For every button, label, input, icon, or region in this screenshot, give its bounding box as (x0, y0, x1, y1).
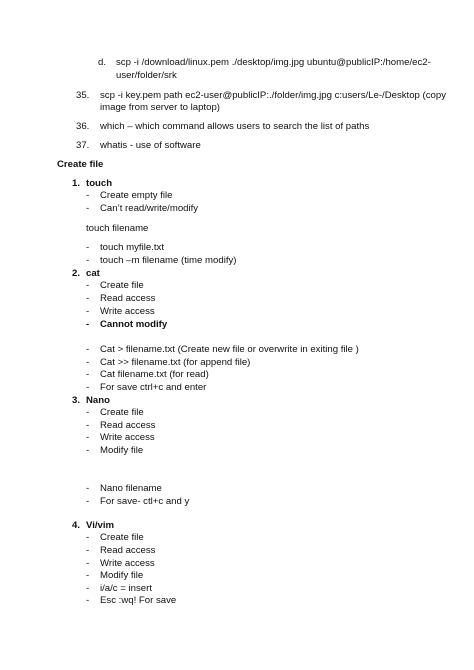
bullet-dash: - (86, 382, 90, 393)
bullet-text: Read access (100, 420, 156, 431)
command-title: Vi/vim (86, 520, 115, 531)
bullet-dash: - (86, 407, 90, 418)
command-title: touch (86, 178, 113, 189)
bullet-dash: - (86, 558, 90, 569)
list-marker: d. (98, 57, 107, 68)
bullet-dash: - (86, 583, 90, 594)
bullet-text: Modify file (100, 570, 144, 581)
bullet-text: Read access (100, 293, 156, 304)
list-number: 2. (72, 268, 81, 279)
bullet-dash: - (86, 344, 90, 355)
bullet-text: Esc :wq! For save (100, 595, 177, 606)
bullet-text: Cat > filename.txt (Create new file or overwrite in exiting file ) (100, 344, 359, 355)
bullet-dash: - (86, 483, 90, 494)
bullet-text: Write access (100, 306, 155, 317)
bullet-dash: - (86, 280, 90, 291)
bullet-dash: - (86, 357, 90, 368)
bullet-text: Cannot modify (100, 319, 168, 330)
command-text: scp -i key.pem path ec2-user@publicIP:./folder/img.jpg c:users/Le-/Desktop (copy (100, 90, 447, 101)
bullet-text: Cat >> filename.txt (for append file) (100, 357, 251, 368)
bullet-dash: - (86, 570, 90, 581)
sub-heading: touch filename (86, 223, 149, 234)
bullet-dash: - (86, 532, 90, 543)
bullet-dash: - (86, 319, 90, 330)
command-text: scp -i /download/linux.pem ./desktop/img.jpg ubuntu@publicIP:/home/ec2- (116, 57, 431, 68)
bullet-text: touch –m filename (time modify) (100, 255, 237, 266)
bullet-dash: - (86, 595, 90, 606)
command-title: Nano (86, 395, 110, 406)
command-text-cont: image from server to laptop) (100, 102, 220, 113)
list-number: 35. (76, 90, 90, 101)
bullet-dash: - (86, 255, 90, 266)
bullet-dash: - (86, 190, 90, 201)
list-number: 4. (72, 520, 81, 531)
bullet-dash: - (86, 369, 90, 380)
bullet-dash: - (86, 242, 90, 253)
bullet-text: i/a/c = insert (100, 583, 152, 594)
bullet-text: Write access (100, 432, 155, 443)
bullet-text: Write access (100, 558, 155, 569)
bullet-text: Read access (100, 545, 156, 556)
list-number: 3. (72, 395, 81, 406)
list-number: 1. (72, 178, 81, 189)
bullet-text: Create file (100, 280, 144, 291)
bullet-dash: - (86, 445, 90, 456)
bullet-text: Create empty file (100, 190, 173, 201)
list-number: 36. (76, 121, 90, 132)
list-number: 37. (76, 140, 90, 151)
bullet-text: For save- ctl+c and y (100, 496, 190, 507)
bullet-text: Nano filename (100, 483, 162, 494)
bullet-dash: - (86, 420, 90, 431)
bullet-dash: - (86, 203, 90, 214)
bullet-text: touch myfile.txt (100, 242, 164, 253)
bullet-dash: - (86, 432, 90, 443)
bullet-text: Create file (100, 532, 144, 543)
command-title: cat (86, 268, 100, 279)
bullet-text: Can’t read/write/modify (100, 203, 199, 214)
bullet-text: Create file (100, 407, 144, 418)
item-text: whatis - use of software (100, 140, 201, 151)
bullet-text: For save ctrl+c and enter (100, 382, 207, 393)
bullet-dash: - (86, 496, 90, 507)
item-text: which – which command allows users to search the list of paths (100, 121, 370, 132)
bullet-dash: - (86, 545, 90, 556)
command-text-cont: user/folder/srk (116, 70, 177, 81)
bullet-dash: - (86, 293, 90, 304)
bullet-text: Cat filename.txt (for read) (100, 369, 209, 380)
bullet-dash: - (86, 306, 90, 317)
section-heading: Create file (57, 159, 104, 170)
bullet-text: Modify file (100, 445, 144, 456)
